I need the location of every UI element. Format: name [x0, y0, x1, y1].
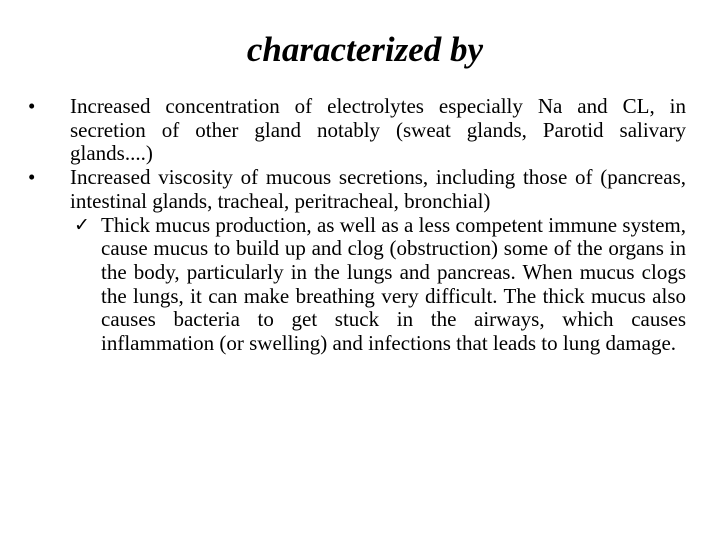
sub-bullet-item [70, 214, 686, 356]
bullet-text: Increased concentration of electrolytes especially Na and CL, in secretion of other gland notably (sweat glands, Parotid salivary glands....) [70, 94, 686, 166]
bullet-icon: • [28, 165, 36, 190]
bullet-item [28, 166, 686, 356]
slide-title: characterized by [246, 30, 484, 69]
sub-bullet-list [70, 214, 686, 356]
bullet-icon: • [28, 94, 36, 118]
sub-bullet-text: Thick mucus production, as well as a less competent immune system, cause mucus to build up and clog (obstruction) some of the organs in the body, particularly in the lungs and pancreas. When mucus clogs the lungs, it can make breathing very difficult. The thick mucus also causes bacteria to get stuck in the airways, which causes inflammation (or swelling) and infections that leads to lung damage. [101, 212, 686, 356]
bullet-item [28, 95, 686, 166]
checkmark-icon: ✓ [74, 213, 90, 236]
bullet-list [28, 95, 686, 356]
bullet-text: Increased viscosity of mucous secretions, including those of (pancreas, intestinal glands, tracheal, peritracheal, bronchial) [70, 165, 686, 213]
